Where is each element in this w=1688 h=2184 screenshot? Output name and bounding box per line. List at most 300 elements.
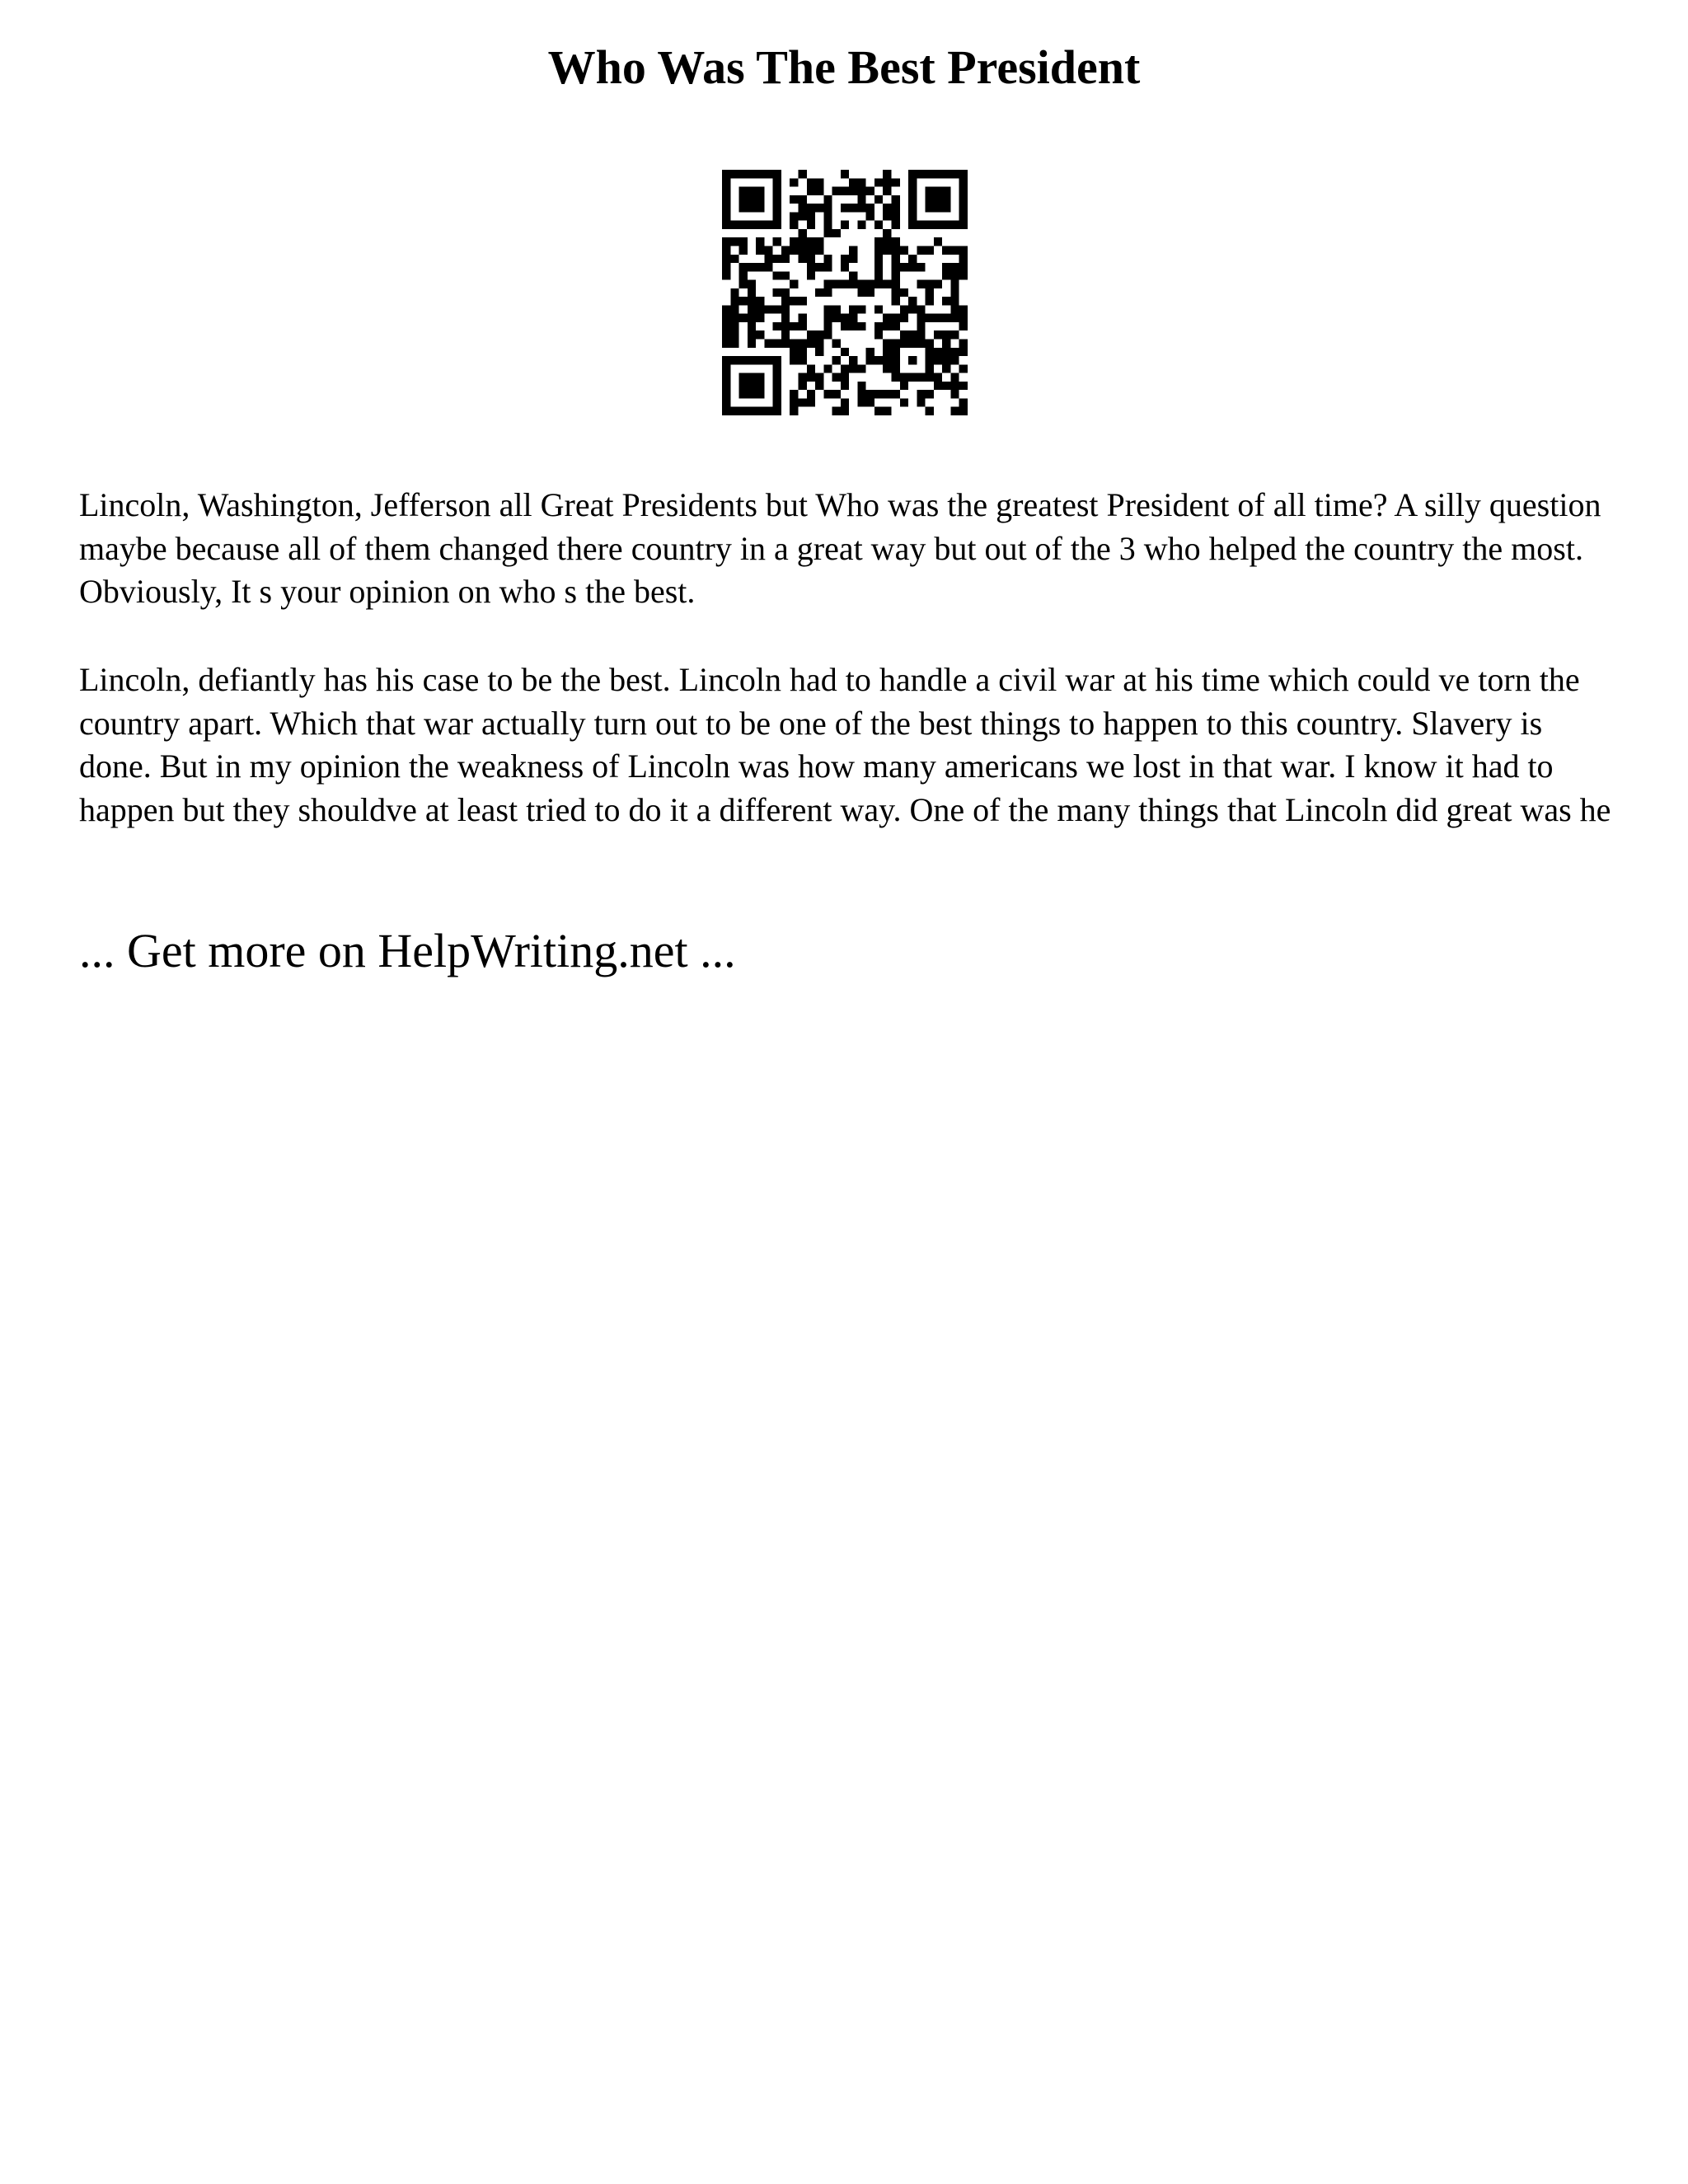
qr-module (722, 382, 730, 390)
qr-module (722, 322, 730, 330)
qr-module (942, 246, 950, 254)
qr-module (730, 356, 738, 364)
qr-module (926, 407, 934, 415)
qr-module (883, 348, 891, 356)
qr-module (722, 221, 730, 229)
qr-module (874, 407, 883, 415)
qr-module (764, 340, 772, 348)
qr-module (892, 314, 900, 322)
qr-module (892, 322, 900, 330)
qr-module (748, 330, 756, 339)
qr-module (857, 398, 865, 406)
qr-module (866, 187, 874, 195)
qr-module (857, 280, 865, 288)
qr-module (959, 221, 968, 229)
qr-module (823, 330, 832, 339)
qr-module (823, 263, 832, 271)
qr-module (756, 246, 764, 254)
qr-module (950, 356, 959, 364)
qr-module (926, 221, 934, 229)
qr-module (926, 348, 934, 356)
qr-module (739, 221, 748, 229)
qr-module (959, 314, 968, 322)
qr-module (959, 364, 968, 373)
qr-module (722, 305, 730, 313)
qr-module (722, 271, 730, 279)
qr-module (917, 373, 925, 382)
qr-module (773, 221, 781, 229)
qr-module (908, 212, 917, 220)
qr-code-icon (722, 170, 968, 415)
qr-module (773, 178, 781, 186)
qr-module (748, 407, 756, 415)
qr-module (950, 280, 959, 288)
qr-module (900, 373, 908, 382)
qr-module (849, 356, 857, 364)
qr-module (950, 170, 959, 178)
qr-module (823, 221, 832, 229)
qr-module (739, 263, 748, 271)
qr-module (926, 246, 934, 254)
qr-module (950, 348, 959, 356)
qr-module (841, 314, 849, 322)
qr-module (926, 364, 934, 373)
qr-module (807, 212, 815, 220)
paragraph-lincoln: Lincoln, defiantly has his case to be the best. Lincoln had to handle a civil war at his time which could ve torn the country apart. Which that war actually turn out to be one of the best things to happen to this country. Slavery is done. But in my opinion the weakness of Lincoln was how many americans we lost in that war. I know it had to happen but they shouldve at least tried to do it a different way. One of the many things that Lincoln did great was he (79, 661, 1611, 828)
qr-module (764, 170, 772, 178)
qr-module (934, 330, 942, 339)
qr-module (832, 373, 841, 382)
qr-module (950, 221, 959, 229)
qr-module (748, 204, 756, 212)
qr-module (764, 221, 772, 229)
qr-module (959, 212, 968, 220)
qr-module (942, 297, 950, 305)
qr-module (942, 170, 950, 178)
qr-module (722, 364, 730, 373)
qr-module (722, 178, 730, 186)
qr-module (942, 356, 950, 364)
qr-module (892, 373, 900, 382)
qr-module (756, 305, 764, 313)
qr-module (756, 356, 764, 364)
qr-module (883, 390, 891, 398)
qr-module (917, 246, 925, 254)
qr-module (942, 364, 950, 373)
qr-module (807, 178, 815, 186)
qr-module (959, 271, 968, 279)
qr-module (883, 170, 891, 178)
qr-module (942, 382, 950, 390)
qr-module (959, 195, 968, 204)
qr-module (722, 255, 730, 263)
qr-module (950, 330, 959, 339)
qr-module (748, 305, 756, 313)
qr-module (790, 340, 798, 348)
qr-module (883, 322, 891, 330)
qr-module (739, 237, 748, 246)
qr-module (857, 195, 865, 204)
qr-module (874, 178, 883, 186)
qr-module (756, 407, 764, 415)
qr-module (798, 212, 806, 220)
qr-module (892, 263, 900, 271)
qr-module (926, 314, 934, 322)
qr-module (781, 246, 790, 254)
qr-module (756, 237, 764, 246)
qr-module (832, 407, 841, 415)
qr-module (722, 170, 730, 178)
qr-module (823, 255, 832, 263)
qr-module (764, 407, 772, 415)
qr-module (908, 305, 917, 313)
qr-module (815, 204, 823, 212)
qr-module (773, 356, 781, 364)
qr-module (722, 330, 730, 339)
qr-module (959, 348, 968, 356)
qr-module (908, 255, 917, 263)
qr-module (857, 204, 865, 212)
qr-module (926, 340, 934, 348)
qr-module (773, 271, 781, 279)
qr-module (908, 373, 917, 382)
qr-module (815, 373, 823, 382)
qr-module (730, 407, 738, 415)
qr-module (900, 314, 908, 322)
qr-module (841, 364, 849, 373)
qr-module (874, 195, 883, 204)
qr-module (892, 390, 900, 398)
qr-module (849, 271, 857, 279)
qr-module (739, 246, 748, 254)
qr-module (798, 255, 806, 263)
qr-module (892, 255, 900, 263)
qr-module (857, 187, 865, 195)
qr-module (917, 280, 925, 288)
qr-module (722, 212, 730, 220)
qr-module (739, 170, 748, 178)
qr-module (756, 314, 764, 322)
qr-module (892, 271, 900, 279)
qr-module (866, 390, 874, 398)
qr-module (934, 382, 942, 390)
qr-module (857, 364, 865, 373)
qr-module (950, 305, 959, 313)
qr-module (739, 390, 748, 398)
qr-module (892, 356, 900, 364)
qr-module (798, 398, 806, 406)
qr-module (823, 288, 832, 297)
qr-module (874, 255, 883, 263)
qr-module (841, 204, 849, 212)
qr-module (807, 204, 815, 212)
qr-module (739, 382, 748, 390)
qr-module (908, 221, 917, 229)
qr-module (773, 390, 781, 398)
qr-module (756, 263, 764, 271)
qr-module (841, 382, 849, 390)
qr-module (773, 288, 781, 297)
qr-module (841, 407, 849, 415)
qr-module (874, 356, 883, 364)
qr-module (756, 330, 764, 339)
qr-module (934, 348, 942, 356)
qr-module (730, 322, 738, 330)
qr-module (832, 340, 841, 348)
qr-module (950, 288, 959, 297)
qr-module (790, 237, 798, 246)
qr-module (756, 204, 764, 212)
qr-module (781, 288, 790, 297)
qr-module (748, 288, 756, 297)
qr-module (959, 398, 968, 406)
qr-module (798, 246, 806, 254)
qr-module (892, 178, 900, 186)
qr-module (722, 390, 730, 398)
qr-module (798, 356, 806, 364)
qr-module (823, 390, 832, 398)
qr-module (841, 221, 849, 229)
qr-module (773, 382, 781, 390)
qr-module (934, 280, 942, 288)
qr-module (722, 263, 730, 271)
qr-module (942, 340, 950, 348)
qr-module (756, 187, 764, 195)
qr-module (900, 288, 908, 297)
qr-module (866, 212, 874, 220)
qr-module (874, 221, 883, 229)
qr-module (934, 373, 942, 382)
qr-module (866, 288, 874, 297)
qr-module (807, 373, 815, 382)
qr-module (815, 348, 823, 356)
get-more-link[interactable]: ... Get more on HelpWriting.net ... (79, 924, 736, 977)
qr-module (883, 212, 891, 220)
qr-module (934, 187, 942, 195)
qr-module (841, 280, 849, 288)
qr-module (748, 221, 756, 229)
qr-module (781, 297, 790, 305)
qr-module (773, 364, 781, 373)
qr-module (892, 221, 900, 229)
qr-module (883, 280, 891, 288)
qr-module (892, 340, 900, 348)
qr-module (823, 322, 832, 330)
qr-module (959, 255, 968, 263)
qr-module (917, 305, 925, 313)
qr-module (883, 407, 891, 415)
qr-module (815, 330, 823, 339)
qr-module (934, 195, 942, 204)
qr-module (908, 195, 917, 204)
qr-module (959, 382, 968, 390)
qr-module (942, 271, 950, 279)
qr-module (926, 288, 934, 297)
qr-module (773, 255, 781, 263)
qr-module (773, 187, 781, 195)
qr-module (866, 356, 874, 364)
qr-module (892, 348, 900, 356)
qr-module (849, 280, 857, 288)
qr-module (849, 255, 857, 263)
qr-module (798, 195, 806, 204)
qr-module (764, 246, 772, 254)
qr-module (900, 330, 908, 339)
qr-module (807, 237, 815, 246)
qr-module (815, 187, 823, 195)
qr-module (866, 398, 874, 406)
qr-module (756, 297, 764, 305)
qr-module (849, 305, 857, 313)
qr-module (798, 229, 806, 237)
qr-module (722, 195, 730, 204)
qr-module (832, 280, 841, 288)
qr-module (857, 221, 865, 229)
qr-module (942, 204, 950, 212)
qr-module (807, 340, 815, 348)
qr-module (764, 255, 772, 263)
qr-module (832, 187, 841, 195)
qr-module (926, 390, 934, 398)
qr-module (739, 314, 748, 322)
qr-module (798, 348, 806, 356)
qr-module (807, 255, 815, 263)
qr-module (807, 364, 815, 373)
qr-module (756, 382, 764, 390)
qr-module (832, 356, 841, 364)
qr-module (917, 263, 925, 271)
qr-module (807, 271, 815, 279)
qr-module (764, 263, 772, 271)
qr-module (959, 187, 968, 195)
qr-module (857, 322, 865, 330)
qr-module (849, 322, 857, 330)
qr-module (790, 297, 798, 305)
qr-module (773, 322, 781, 330)
qr-module (730, 255, 738, 263)
qr-module (790, 195, 798, 204)
qr-module (892, 237, 900, 246)
qr-module (798, 340, 806, 348)
qr-module (917, 221, 925, 229)
qr-module (756, 195, 764, 204)
qr-module (908, 330, 917, 339)
qr-module (934, 314, 942, 322)
qr-module (823, 364, 832, 373)
qr-module (773, 305, 781, 313)
qr-module (730, 221, 738, 229)
qr-module (748, 280, 756, 288)
qr-module (934, 170, 942, 178)
qr-module (883, 340, 891, 348)
qr-module (959, 204, 968, 212)
qr-module (722, 314, 730, 322)
qr-module (730, 237, 738, 246)
qr-module (917, 390, 925, 398)
qr-module (917, 314, 925, 322)
qr-module (798, 373, 806, 382)
qr-module (892, 280, 900, 288)
qr-module (722, 407, 730, 415)
qr-module (823, 204, 832, 212)
qr-module (790, 212, 798, 220)
qr-module (866, 280, 874, 288)
qr-module (739, 195, 748, 204)
qr-module (722, 356, 730, 364)
qr-module (926, 297, 934, 305)
qr-module (815, 288, 823, 297)
paragraph-intro: Lincoln, Washington, Jefferson all Great Presidents but Who was the greatest President of all time? A silly question maybe because all of them changed there country in a great way but out of the 3 who helped the country the most. Obviously, It s your opinion on who s the best. (79, 486, 1601, 610)
qr-module (874, 390, 883, 398)
qr-module (849, 314, 857, 322)
qr-module (748, 170, 756, 178)
qr-module (959, 246, 968, 254)
qr-module (764, 356, 772, 364)
qr-module (823, 229, 832, 237)
qr-module (926, 280, 934, 288)
qr-module (773, 195, 781, 204)
qr-module (781, 314, 790, 322)
qr-module (739, 356, 748, 364)
qr-module (756, 390, 764, 398)
qr-module (790, 356, 798, 364)
qr-module (773, 212, 781, 220)
qr-module (883, 237, 891, 246)
qr-module (815, 237, 823, 246)
qr-module (950, 382, 959, 390)
qr-module (934, 237, 942, 246)
qr-module (756, 373, 764, 382)
qr-module (857, 178, 865, 186)
qr-module (849, 246, 857, 254)
qr-module (815, 382, 823, 390)
qr-module (722, 398, 730, 406)
qr-module (908, 170, 917, 178)
qr-module (883, 204, 891, 212)
qr-module (748, 314, 756, 322)
qr-module (730, 340, 738, 348)
qr-module (950, 271, 959, 279)
qr-module (849, 187, 857, 195)
qr-module (892, 297, 900, 305)
qr-module (798, 204, 806, 212)
qr-module (866, 348, 874, 356)
qr-module (781, 305, 790, 313)
qr-module (841, 373, 849, 382)
qr-module (849, 178, 857, 186)
qr-module (942, 330, 950, 339)
qr-module (790, 221, 798, 229)
qr-module (841, 398, 849, 406)
qr-module (857, 288, 865, 297)
qr-module (815, 263, 823, 271)
qr-module (841, 255, 849, 263)
qr-module (823, 212, 832, 220)
page-title: Who Was The Best President (547, 40, 1141, 94)
qr-module (908, 204, 917, 212)
qr-module (917, 340, 925, 348)
qr-module (807, 246, 815, 254)
qr-module (748, 322, 756, 330)
qr-module (950, 314, 959, 322)
qr-module (942, 187, 950, 195)
qr-module (722, 373, 730, 382)
qr-module (959, 170, 968, 178)
qr-module (900, 340, 908, 348)
qr-module (900, 382, 908, 390)
qr-module (823, 305, 832, 313)
qr-module (934, 204, 942, 212)
